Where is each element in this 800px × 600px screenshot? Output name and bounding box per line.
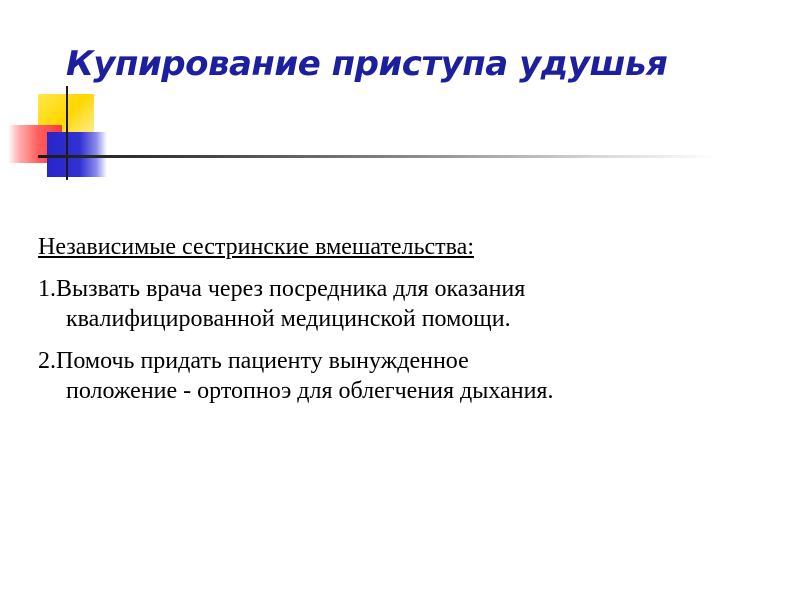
list-item-line: 1.Вызвать врача через посредника для оказания [38, 276, 526, 302]
list-item [38, 274, 758, 334]
list-item-line: положение - ортопноэ для облегчения дыхания. [66, 378, 554, 404]
list-item [38, 346, 758, 406]
list-item-line: 2.Помочь придать пациенту вынужденное [38, 348, 469, 374]
horizontal-rule [38, 155, 718, 158]
slide-title: Купирование приступа удушья [66, 44, 668, 84]
list-item-line: квалифицированной медицинской помощи. [66, 306, 511, 332]
section-heading: Независимые сестринские вмешательства: [38, 234, 474, 260]
slide-content [38, 232, 758, 418]
vertical-rule [66, 86, 68, 180]
